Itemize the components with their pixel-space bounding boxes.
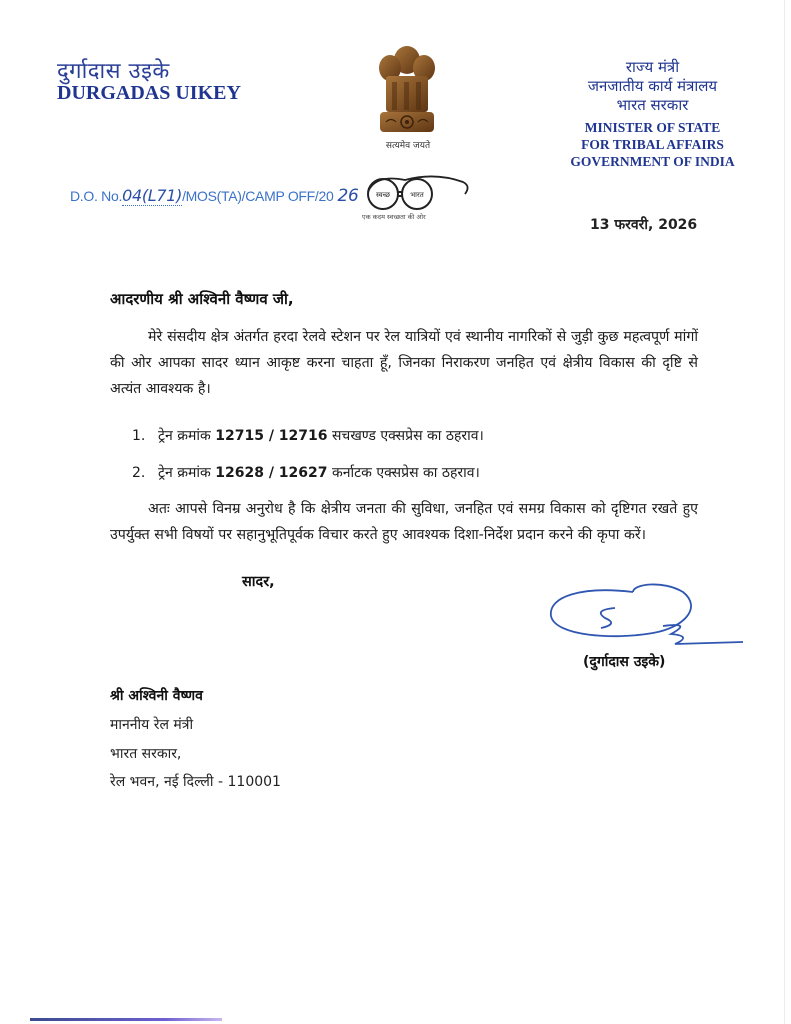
addressee-name: श्री अश्विनी वैष्णव xyxy=(110,688,203,704)
office-english-line-3: GOVERNMENT OF INDIA xyxy=(570,154,735,169)
request-prefix: ट्रेन क्रमांक xyxy=(158,465,216,481)
request-suffix: सचखण्ड एक्सप्रेस का ठहराव। xyxy=(327,428,484,444)
office-english-line-2: FOR TRIBAL AFFAIRS xyxy=(581,137,724,152)
request-item xyxy=(132,426,484,445)
ashoka-emblem-icon xyxy=(372,42,442,140)
reference-suffix: /MOS(TA)/CAMP OFF/20 xyxy=(182,188,334,204)
office-hindi-line-1: राज्य मंत्री xyxy=(625,58,680,76)
letter-date: 13 फरवरी, 2026 xyxy=(590,217,698,233)
office-hindi-line-3: भारत सरकार xyxy=(616,96,689,114)
swachh-left-lens: स्वच्छ xyxy=(375,191,391,199)
office-english-line-1: MINISTER OF STATE xyxy=(584,120,721,135)
reference-number xyxy=(70,186,359,206)
request-number: 1. xyxy=(132,428,146,444)
footer-rule xyxy=(30,1018,222,1021)
request-number: 2. xyxy=(132,465,146,481)
request-item xyxy=(132,463,480,482)
office-hindi-line-2: जनजातीय कार्य मंत्रालय xyxy=(587,77,718,95)
sender-name-hindi: दुर्गादास उइके xyxy=(57,59,170,84)
closing: सादर, xyxy=(242,574,275,590)
body-paragraph-1: मेरे संसदीय क्षेत्र अंतर्गत हरदा रेलवे स्टेशन पर रेल यात्रियों एवं स्थानीय नागरिकों से जुड़ी कुछ महत्वपूर्ण मांगों की ओर आपका सादर ध्यान आकृष्ट करना चाहता हूँ, जिनका निराकरण जनहित एवं क्षेत्रीय विकास की दृष्टि से अत्यंत आवश्यक है। xyxy=(110,329,698,397)
body-paragraph-2: अतः आपसे विनम्र अनुरोध है कि क्षेत्रीय जनता की सुविधा, जनहित एवं समग्र विकास को दृष्टिगत रखते हुए उपर्युक्त सभी विषयों पर सहानुभूतिपूर्वक विचार करते हुए आवश्यक दिशा-निर्देश प्रदान करने की कृपा करें। xyxy=(110,501,698,543)
emblem-motto: सत्यमेव जयते xyxy=(385,141,431,151)
request-trains: 12715 / 12716 xyxy=(215,428,328,444)
handwritten-signature xyxy=(543,578,758,658)
sender-name-english: DURGADAS UIKEY xyxy=(57,82,241,104)
reference-handwritten-year: 26 xyxy=(337,186,359,206)
salutation: आदरणीय श्री अश्विनी वैष्णव जी, xyxy=(110,290,294,308)
office-header xyxy=(555,58,750,170)
request-prefix: ट्रेन क्रमांक xyxy=(158,428,216,444)
addressee-organization: भारत सरकार, xyxy=(110,746,182,762)
reference-prefix: D.O. No. xyxy=(70,188,123,204)
signer-name: (दुर्गादास उइके) xyxy=(583,654,666,670)
swachh-right-lens: भारत xyxy=(410,191,424,199)
request-suffix: कर्नाटक एक्सप्रेस का ठहराव। xyxy=(327,465,480,481)
addressee-designation: माननीय रेल मंत्री xyxy=(110,717,194,733)
reference-handwritten-number: 04(L71) xyxy=(122,186,183,205)
request-trains: 12628 / 12627 xyxy=(215,465,328,481)
swachh-tagline: एक कदम स्वच्छता की ओर xyxy=(362,213,426,221)
addressee-address: रेल भवन, नई दिल्ली - 110001 xyxy=(110,774,281,790)
page-edge xyxy=(784,0,785,1024)
